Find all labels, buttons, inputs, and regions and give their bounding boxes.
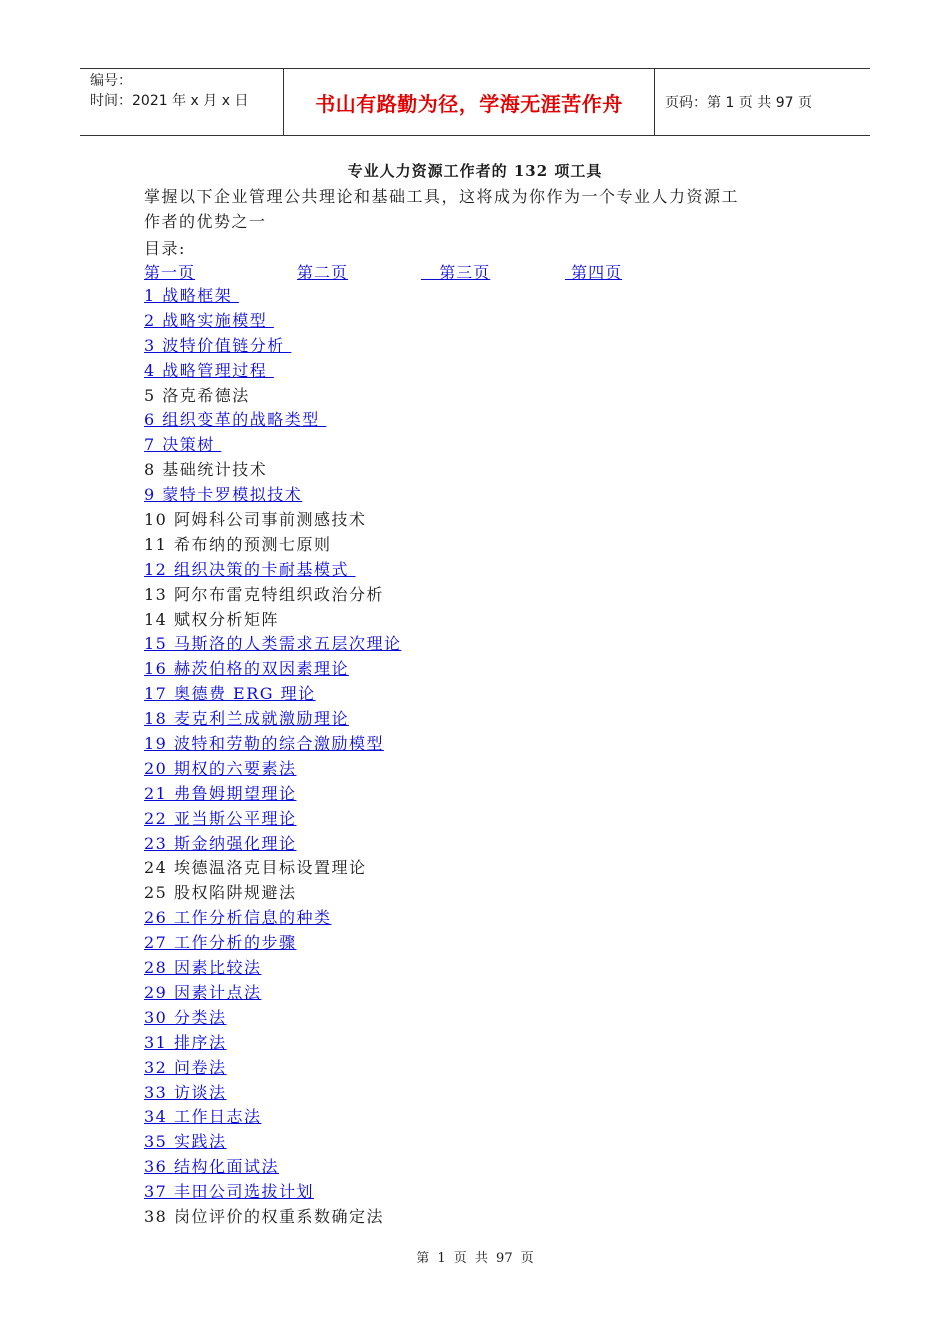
toc-link-item[interactable]: 3 波特价值链分析	[144, 335, 292, 355]
toc-link-item[interactable]: 37 丰田公司选拔计划	[144, 1182, 314, 1202]
intro-line-1: 掌握以下企业管理公共理论和基础工具，这将成为你作为一个专业人力资源工	[144, 187, 740, 206]
page-footer: 第 1 页 共 97 页	[416, 1251, 534, 1266]
toc-link-item[interactable]: 34 工作日志法	[144, 1107, 262, 1127]
toc-link-item[interactable]: 9 蒙特卡罗模拟技术	[144, 485, 303, 505]
toc-link-item[interactable]: 30 分类法	[144, 1007, 227, 1027]
toc-link-item[interactable]: 17 奥德费 ERG 理论	[144, 684, 316, 704]
toc-link-item[interactable]: 35 实践法	[144, 1132, 227, 1152]
time-label: 时间：2021 年 x 月 x 日	[90, 93, 249, 109]
toc-link-item[interactable]: 15 马斯洛的人类需求五层次理论	[144, 634, 402, 654]
toc-text-item: 10 阿姆科公司事前测感技术	[144, 510, 367, 530]
toc-link-item[interactable]: 36 结构化面试法	[144, 1157, 279, 1177]
toc-link-item[interactable]: 27 工作分析的步骤	[144, 933, 297, 953]
document-title: 专业人力资源工作者的 132 项工具	[347, 162, 603, 180]
toc-link-item[interactable]: 20 期权的六要素法	[144, 758, 297, 778]
toc-text-item: 24 埃德温洛克目标设置理论	[144, 858, 367, 878]
header-motto-cell	[283, 69, 655, 135]
number-label: 编号：	[90, 73, 132, 89]
toc-link-item[interactable]: 22 亚当斯公平理论	[144, 808, 297, 828]
toc-text-item: 38 岗位评价的权重系数确定法	[144, 1206, 384, 1226]
intro-paragraph	[144, 184, 824, 234]
motto-text: 书山有路勤为径，学海无涯苦作舟	[315, 91, 623, 116]
page-info: 页码：第 1 页 共 97 页	[665, 95, 812, 111]
header-left-cell	[80, 69, 283, 135]
toc-link-item[interactable]: 31 排序法	[144, 1032, 227, 1052]
toc-text-item: 25 股权陷阱规避法	[144, 883, 297, 903]
toc-link-item[interactable]: 23 斯金纳强化理论	[144, 833, 297, 853]
toc-link-item[interactable]: 16 赫茨伯格的双因素理论	[144, 659, 349, 679]
toc-text-item: 14 赋权分析矩阵	[144, 609, 279, 629]
toc-list	[144, 284, 401, 1230]
toc-link-item[interactable]: 26 工作分析信息的种类	[144, 908, 332, 928]
page-link-4[interactable]: 第四页	[565, 263, 623, 282]
page-link-3[interactable]: 第三页	[421, 263, 491, 282]
header-page-info-cell	[655, 69, 870, 135]
toc-link-item[interactable]: 2 战略实施模型	[144, 310, 274, 330]
intro-line-2: 作者的优势之一	[144, 212, 267, 231]
toc-link-item[interactable]: 29 因素计点法	[144, 982, 262, 1002]
toc-link-item[interactable]: 32 问卷法	[144, 1057, 227, 1077]
toc-link-item[interactable]: 18 麦克利兰成就激励理论	[144, 709, 349, 729]
toc-label: 目录:	[144, 239, 186, 258]
page-link-1[interactable]: 第一页	[144, 263, 196, 282]
toc-link-item[interactable]: 19 波特和劳勒的综合激励模型	[144, 734, 384, 754]
page-links	[0, 260, 950, 285]
toc-text-item: 13 阿尔布雷克特组织政治分析	[144, 584, 384, 604]
page-header	[80, 68, 870, 136]
toc-link-item[interactable]: 12 组织决策的卡耐基模式	[144, 559, 356, 579]
toc-link-item[interactable]: 33 访谈法	[144, 1082, 227, 1102]
toc-link-item[interactable]: 1 战略框架	[144, 286, 239, 305]
toc-link-item[interactable]: 6 组织变革的战略类型	[144, 410, 327, 430]
toc-link-item[interactable]: 7 决策树	[144, 435, 222, 455]
toc-text-item: 11 希布纳的预测七原则	[144, 534, 332, 554]
toc-link-item[interactable]: 4 战略管理过程	[144, 360, 274, 380]
toc-text-item: 8 基础统计技术	[144, 460, 268, 480]
page-link-2[interactable]: 第二页	[297, 263, 349, 282]
toc-link-item[interactable]: 21 弗鲁姆期望理论	[144, 783, 297, 803]
toc-text-item: 5 洛克希德法	[144, 385, 250, 405]
toc-link-item[interactable]: 28 因素比较法	[144, 958, 262, 978]
